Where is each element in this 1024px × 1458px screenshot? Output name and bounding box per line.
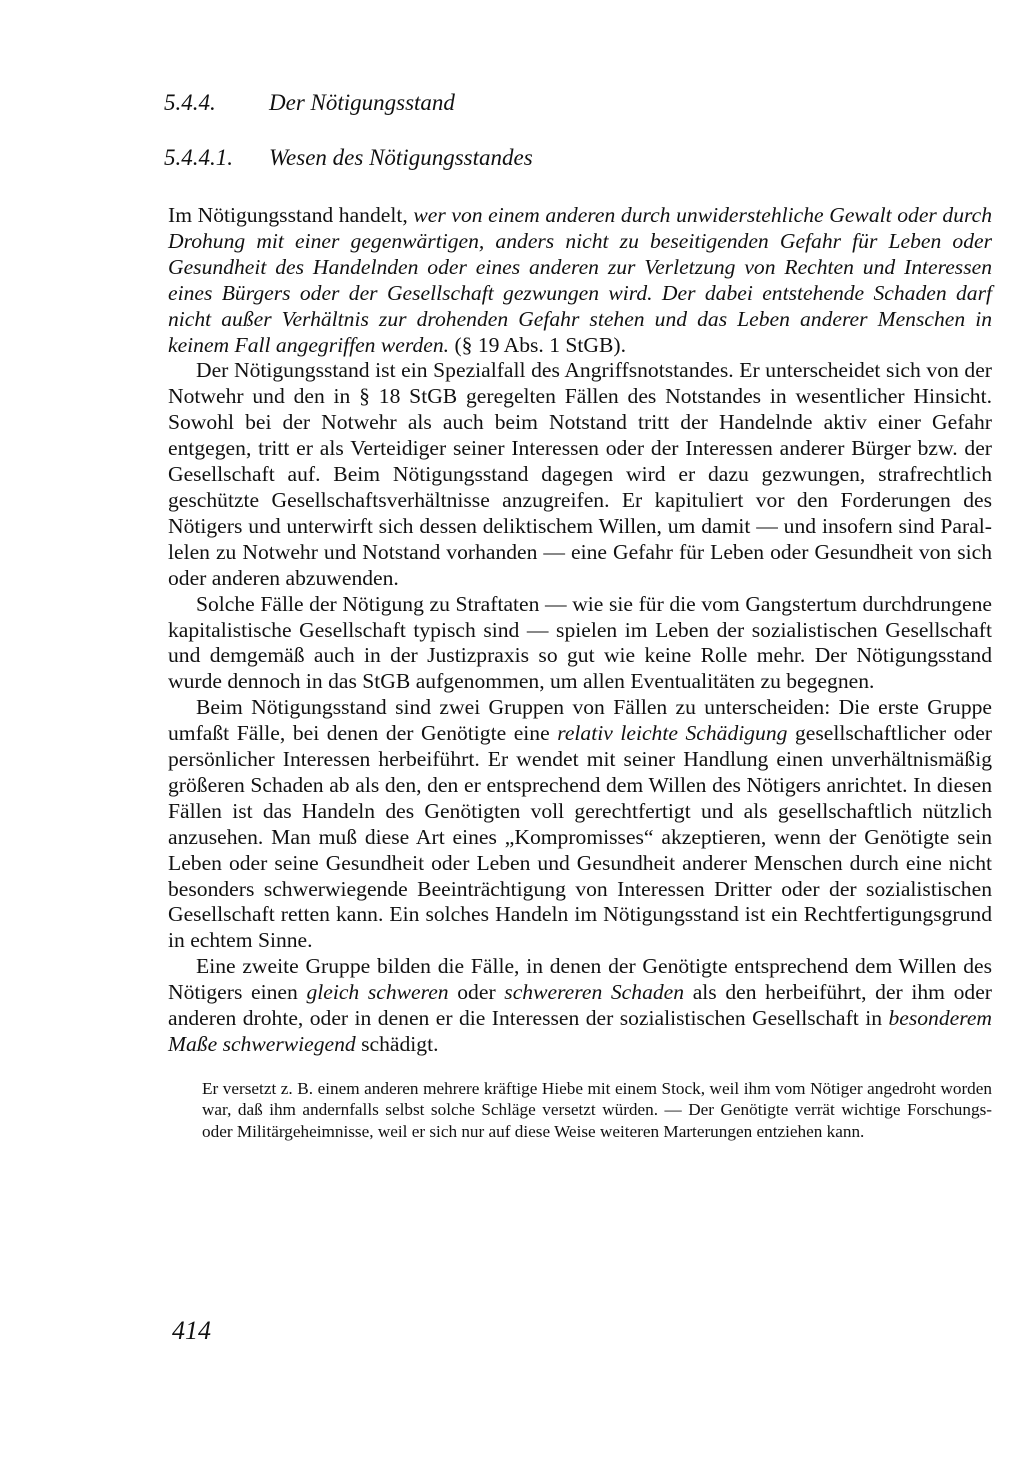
- paragraph-special-case: Der Nötigungsstand ist ein Spezialfall des Angriffsnotstandes. Er unterscheidet sich von der Notwehr und den in § 18 StGB geregelten Fällen des Notstandes in wesentlicher Hinsicht. Sowohl bei der Notwehr als auch beim Notstand tritt der Handelnde aktiv einer Gefahr entgegen, tritt er als Verteidiger seiner Interessen oder der Interessen anderer Bürger bzw. der Gesellschaft auf. Beim Nötigungsstand dagegen wird er dazu gezwungen, strafrechtlich geschützte Gesellschaftsverhältnisse anzugreifen. Er kapituliert vor den Forderungen des Nötigers und unterwirft sich dessen deliktischem Willen, um damit — und insofern sind Parallelen zu Notwehr und Notstand vorhanden — eine Gefahr für Leben oder Gesundheit von sich oder anderen abzuwenden.: [168, 358, 992, 590]
- paragraph-cases: Solche Fälle der Nötigung zu Straftaten — wie sie für die vom Gangstertum durchdrungene kapitalistische Gesellschaft typisch sind — spielen im Leben der sozialistischen Gesellschaft und demgemäß auch in der Justizpraxis so gut wie keine Rolle mehr. Der Nötigungsstand wurde dennoch in das StGB aufgenommen, um allen Eventualitäten zu begegnen.: [168, 591, 992, 694]
- paragraph-first-group-lead: Beim Nötigungsstand sind zwei Gruppen von Fällen zu unterscheiden: Die erste Gruppe umfaßt Fälle, bei denen der Genötigte eine: [168, 695, 992, 746]
- section-title: Der Nötigungsstand: [269, 90, 455, 115]
- section-heading-5-4-4: [164, 88, 992, 118]
- page-content: [164, 88, 993, 1142]
- subsection-number: 5.4.4.1.: [164, 145, 233, 170]
- section-heading-5-4-4-1: [164, 143, 992, 173]
- paragraph-first-group-tail: gesellschaftlicher oder persönlicher Interessen herbeiführt. Er wendet mit seiner Handlung einen unverhältnismäßig größeren Schaden ab als den, den er entsprechend dem Willen des Nötigers anrichtet. In diesen Fällen ist das Handeln des Genötigten voll gerechtfertigt und als gesellschaftlich nützlich anzusehen. Man muß diese Art eines „Kompromisses“ akzeptieren, wenn der Genötigte sein Leben oder seine Gesundheit oder Leben und Gesundheit anderer Menschen durch eine nicht besonders schwerwiegende Beeinträchtigung von Interessen Dritter oder der sozialistischen Gesellschaft retten kann. Ein solches Handeln im Nötigungsstand ist ein Rechtfertigungsgrund in echtem Sinne.: [168, 721, 992, 953]
- paragraph-second-group-italic-1: gleich schweren: [306, 980, 449, 1005]
- paragraph-second-group: [168, 954, 992, 1058]
- paragraph-definition-tail: (§ 19 Abs. 1 StGB).: [449, 332, 627, 357]
- paragraph-second-group-italic-2: schwereren Schaden: [504, 980, 685, 1005]
- paragraph-definition-italic: wer von einem anderen durch unwiderstehliche Gewalt oder durch Drohung mit einer gegenwärtigen, anders nicht zu beseitigenden Gefahr für Leben oder Gesundheit des Handelnden oder eines anderen zur Verletzung von Rechten und Interessen eines Bürgers oder der Gesellschaft gezwungen wird. Der dabei entstehende Schaden darf nicht außer Verhältnis zur drohenden Gefahr stehen und das Leben anderer Menschen in keinem Fall angegriffen werden.: [168, 203, 993, 357]
- subsection-title: Wesen des Nötigungsstandes: [269, 145, 533, 170]
- paragraph-first-group-italic: relativ leichte Schädigung: [557, 721, 788, 746]
- paragraph-definition: [168, 203, 992, 358]
- paragraph-definition-lead: Im Nötigungsstand handelt,: [168, 203, 414, 227]
- paragraph-second-group-italic-3: besonderem Maße schwerwiegend: [168, 1006, 992, 1056]
- section-number: 5.4.4.: [164, 90, 216, 115]
- paragraph-first-group: [168, 695, 992, 954]
- paragraph-second-group-part-1: Eine zweite Gruppe bilden die Fälle, in denen der Genötigte entsprechend dem Willen des Nötigers einen: [168, 954, 992, 1005]
- paragraph-second-group-part-3: als den herbeiführt, der ihm oder anderen drohte, oder in denen er die Interessen der sozialistischen Gesellschaft in: [168, 980, 992, 1031]
- example-note: Er versetzt z. B. einem anderen mehrere kräftige Hiebe mit einem Stock, weil ihm vom Nötiger angedroht worden war, daß ihm andernfalls selbst solche Schläge versetzt würden. — Der Genötigte verrät wichtige Forschungs- oder Militärgeheimnisse, weil er sich nur auf diese Weise weiteren Marterungen entziehen kann.: [202, 1078, 992, 1141]
- paragraph-second-group-part-2: oder: [448, 980, 505, 1005]
- page-number: 414: [172, 1316, 211, 1345]
- paragraph-second-group-part-4: schädigt.: [355, 1032, 439, 1056]
- body-text: [168, 203, 992, 1058]
